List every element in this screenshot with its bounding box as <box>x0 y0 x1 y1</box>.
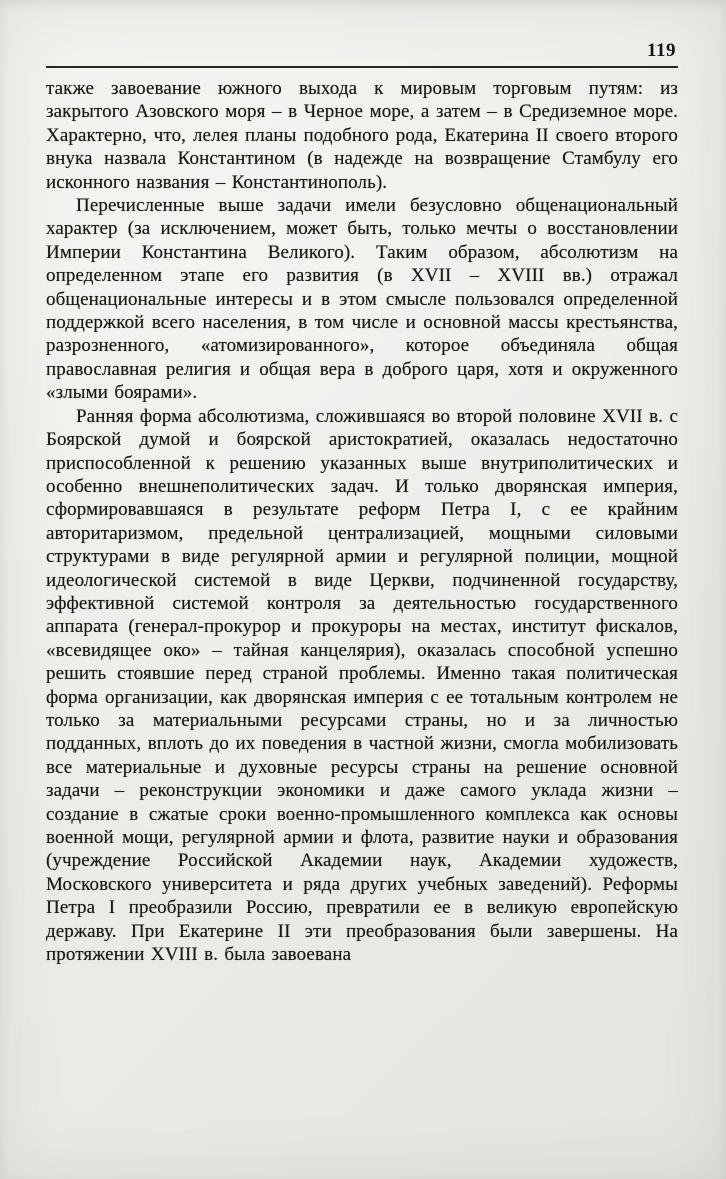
header-rule <box>46 66 678 68</box>
page-header <box>46 36 678 62</box>
page-number: 119 <box>647 40 676 61</box>
paragraph: Перечисленные выше задачи имели безусловно общенациональный характер (за исключением, может быть, только мечты о восстановлении Империи Константина Великого). Таким образом, абсолютизм на определенном этапе его развития (в XVII – XVIII вв.) отражал общенациональные интересы и в этом смысле пользовался определенной поддержкой всего населения, в том числе и основной массы крестьянства, разрозненного, «атомизированного», которое объединяла общая православная религия и общая вера в доброго царя, хотя и окруженного «злыми боярами». <box>46 195 678 404</box>
paragraph-continuation: также завоевание южного выхода к мировым торговым путям: из закрытого Азовского моря – в Черное море, а затем – в Средиземное море. Характерно, что, лелея планы подобного рода, Екатерина II своего второго внука назвала Константином (в надежде на возвращение Стамбулу его исконного названия – Константинополь). <box>46 78 678 193</box>
paragraph: Ранняя форма абсолютизма, сложившаяся во второй половине XVII в. с Боярской думой и боярской аристократией, оказалась недостаточно приспособленной к решению указанных выше внутриполитических и особенно внешнеполитических задач. И только дворянская империя, сформировавшаяся в результате реформ Петра I, с ее крайним авторитаризмом, предельной централизацией, мощными силовыми структурами в виде регулярной армии и регулярной полиции, мощной идеологической системой в виде Церкви, подчиненной государству, эффективной системой контроля за деятельностью государственного аппарата (генерал-прокурор и прокуроры на местах, институт фискалов, «всевидящее око» – тайная канцелярия), оказалась способной успешно решить стоявшие перед страной проблемы. Именно такая политическая форма организации, как дворянская империя с ее тотальным контролем не только за материальными ресурсами страны, но и за личностью подданных, вплоть до их поведения в частной жизни, смогла мобилизовать все материальные и духовные ресурсы страны на решение основной задачи – реконструкции экономики и даже самого уклада жизни – создание в сжатые сроки военно-промышленного комплекса как основы военной мощи, регулярной армии и флота, развитие науки и образования (учреждение Российской Академии наук, Академии художеств, Московского университета и ряда других учебных заведений). Реформы Петра I преобразили Россию, превратили ее в великую европейскую державу. При Екатерине II эти преобразования были завершены. На протяжении XVIII в. была завоевана <box>46 405 678 966</box>
body-text <box>46 77 678 966</box>
